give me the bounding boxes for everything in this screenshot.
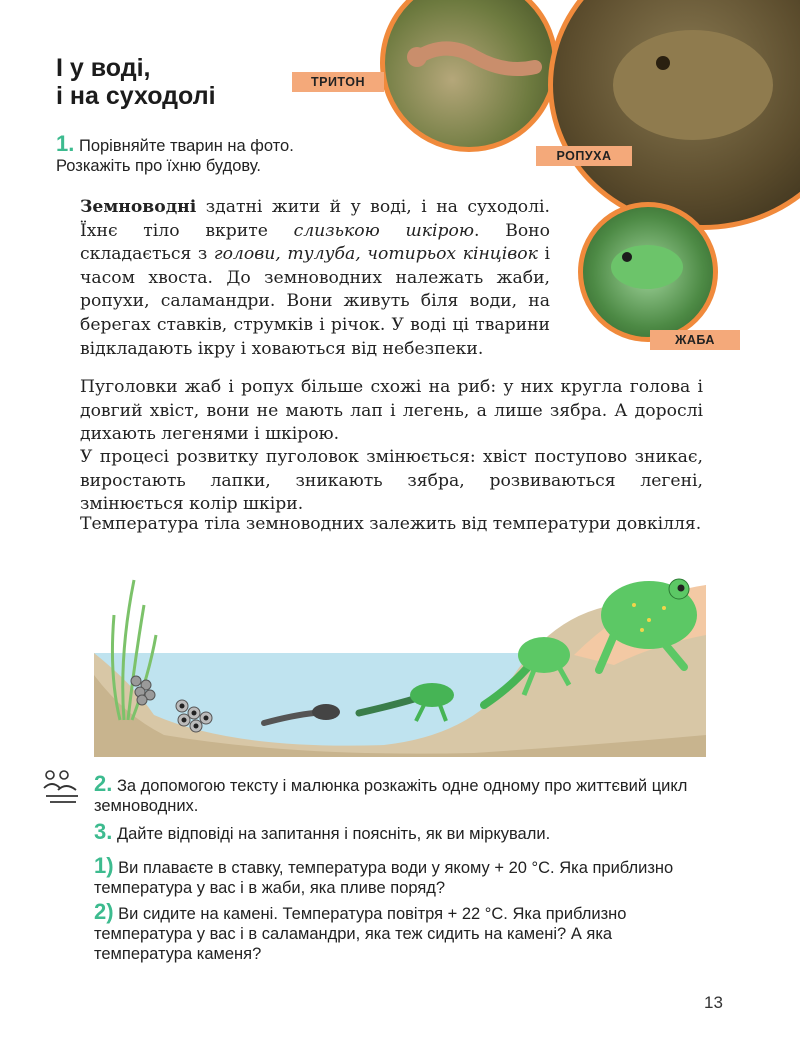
paragraph-2: Пуголовки жаб і ропух більше схожі на риб: у них кругла голова і довгий хвіст, вони не мають лап і легень, а лише зябра. А дорослі дихають легенями і шкірою. xyxy=(80,377,703,445)
label-triton: ТРИТОН xyxy=(292,72,384,92)
task-3-text: Дайте відповіді на запитання і поясніть, як ви міркували. xyxy=(116,825,551,843)
task-2-number: 2. xyxy=(94,771,113,796)
term-zemnovodni: Земноводні xyxy=(80,197,197,217)
toad-illustration xyxy=(553,0,800,225)
paragraph-4: Температура тіла земноводних залежить від температури довкілля. xyxy=(80,514,702,534)
paragraph-3: У процесі розвитку пуголовок змінюється: хвіст поступово зникає, виростають лапки, зникають зябра, розвиваються легені, змінюється колір шкіри. xyxy=(80,447,703,515)
paragraph-1-text-a: здатні жити й у воді, і на суходолі. Їхнє тіло вкрите xyxy=(80,197,550,241)
title-line-1: І у воді, xyxy=(56,54,151,82)
label-ropukha: РОПУХА xyxy=(536,146,632,166)
question-1-number: 1) xyxy=(94,853,114,878)
question-2-text: Ви сидите на камені. Температура повітря + 22 °С. Яка приблизно температура у вас і в саламандри, яка теж сидить на камені? А яка температура каменя? xyxy=(94,905,627,963)
question-2-number: 2) xyxy=(94,899,114,924)
label-zhaba: ЖАБА xyxy=(650,330,740,350)
question-1 xyxy=(94,853,714,898)
task-1-number: 1. xyxy=(56,131,75,156)
task-1 xyxy=(56,131,356,176)
newt-illustration xyxy=(385,0,553,147)
life-cycle-illustration xyxy=(94,575,706,757)
title-line-2: і на суходолі xyxy=(56,82,216,110)
page-title xyxy=(56,54,216,110)
ropukha-photo xyxy=(548,0,800,230)
question-1-text: Ви плаваєте в ставку, температура води у якому + 20 °С. Яка приблизно температура у вас і в жаби, яка пливе поряд? xyxy=(94,859,674,897)
task-2 xyxy=(94,771,714,816)
task-3-number: 3. xyxy=(94,819,113,844)
paragraph-1-italic-b: голови, тулуба, чотирьох кінцівок xyxy=(213,244,538,265)
question-2 xyxy=(94,899,714,964)
pair-work-icon xyxy=(42,770,82,804)
zhaba-photo xyxy=(578,202,718,342)
paragraph-1-text-b: . Воно складається з xyxy=(80,220,550,265)
frog-illustration xyxy=(583,207,713,337)
paragraph-1 xyxy=(80,196,550,361)
triton-photo xyxy=(380,0,558,152)
page-number: 13 xyxy=(704,993,723,1012)
task-3 xyxy=(94,819,714,844)
paragraph-1-italic-a: слизькою шкірою xyxy=(293,220,474,241)
task-2-text: За допомогою тексту і малюнка розкажіть одне одному про життєвий цикл земноводних. xyxy=(94,777,688,815)
task-1-text: Порівняйте тварин на фото. Розкажіть про їхню будову. xyxy=(56,137,294,175)
paragraph-1-text-c: і часом хвоста. До земноводних належать жаби, ропухи, саламандри. Вони живуть біля води, на берегах ставків, струмків і річок. У воді ці тварини відкладають ікру і ховаються від небезпеки. xyxy=(80,244,550,359)
